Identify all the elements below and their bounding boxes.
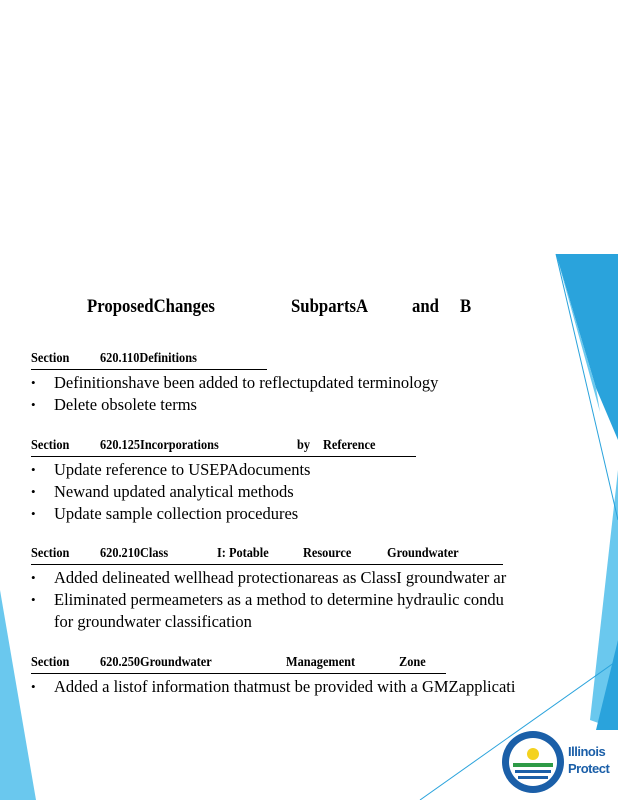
list-item: • Eliminated permeameters as a method to determine hydraulic condu	[31, 590, 504, 609]
section-management-zone	[31, 655, 618, 698]
list-item: • Update sample collection procedures	[31, 504, 299, 523]
title-part: ProposedChanges	[87, 296, 215, 317]
bullet-list	[31, 676, 618, 698]
logo-text: Illinois Protect	[568, 744, 610, 776]
title-part: SubpartsA	[291, 296, 369, 317]
section-definitions	[31, 351, 618, 416]
section-incorporations	[31, 438, 618, 525]
section-heading: Section 620.210Class I: Potable Resource Groundwater	[31, 546, 503, 565]
list-item: • Newand updated analytical methods	[31, 482, 294, 501]
bullet-list	[31, 372, 618, 416]
section-class-i	[31, 546, 618, 633]
section-heading: Section 620.110Definitions	[31, 351, 267, 370]
list-item: • Definitionshave been added to reflectupdated terminology	[31, 373, 439, 392]
bullet-list	[31, 567, 618, 633]
title-part: and	[412, 296, 439, 317]
list-item-continuation: for groundwater classification	[54, 612, 252, 631]
section-heading: Section 620.250Groundwater Management Zone	[31, 655, 446, 674]
agency-logo-icon	[501, 730, 565, 794]
list-item: • Delete obsolete terms	[31, 395, 197, 414]
title-part: B	[460, 296, 472, 317]
list-item: • Added delineated wellhead protectionareas as ClassI groundwater ar	[31, 568, 507, 587]
list-item: • Update reference to USEPAdocuments	[31, 460, 311, 479]
slide-title	[0, 296, 618, 322]
section-heading: Section 620.125Incorporations by Reference	[31, 438, 416, 457]
list-item: • Added a listof information thatmust be provided with a GMZapplicati	[31, 677, 516, 696]
bullet-list	[31, 459, 618, 525]
